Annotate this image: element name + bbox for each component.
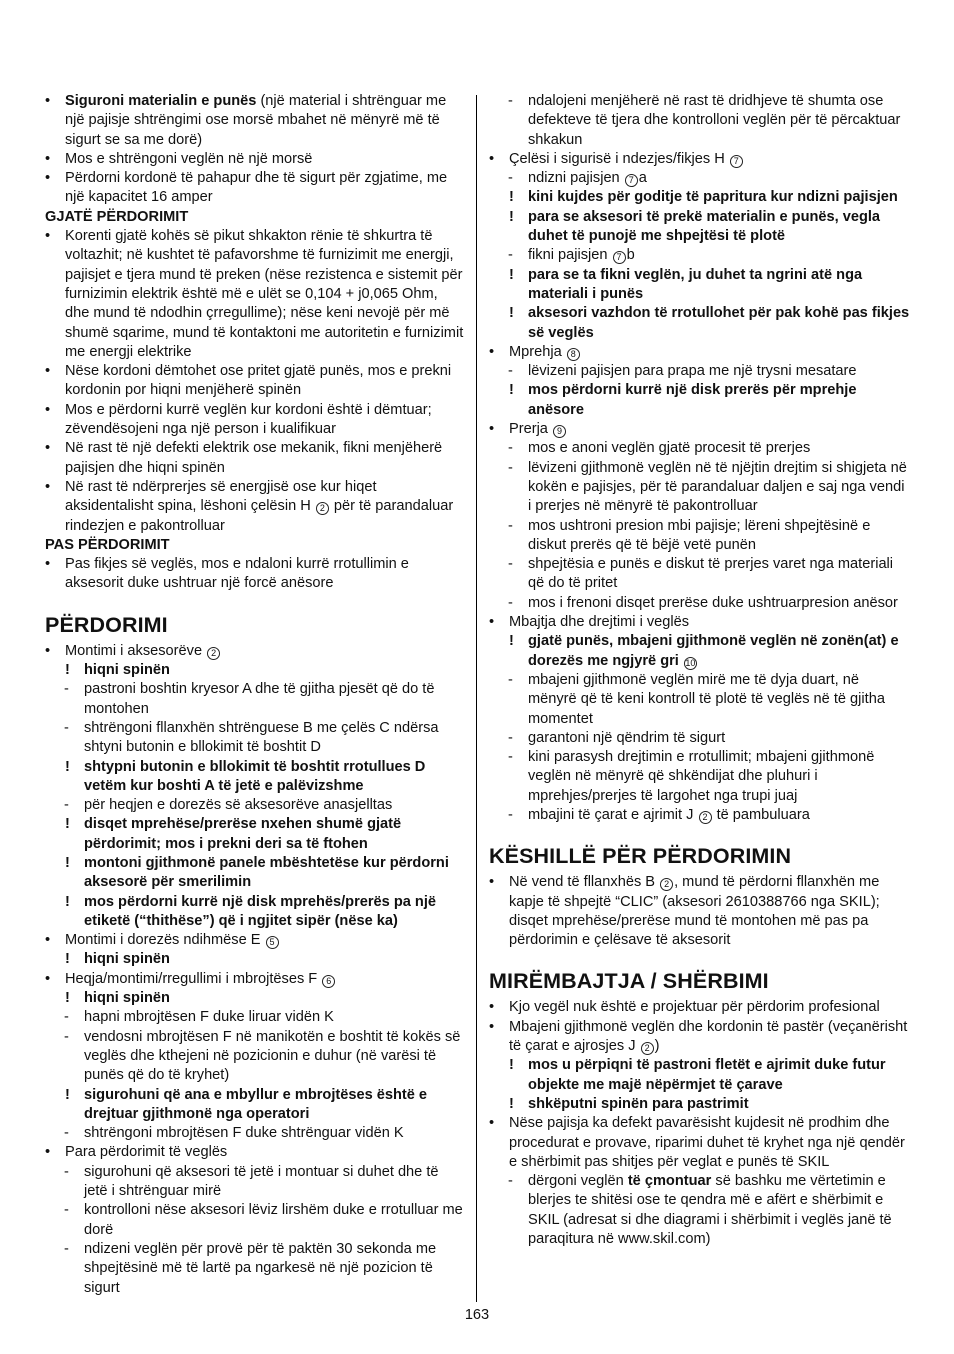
- list-item: [45, 970, 465, 989]
- bold-text: Siguroni materialin e punës: [65, 93, 257, 109]
- bullet-marker: •: [489, 1115, 495, 1132]
- sub-list-item: [489, 671, 911, 729]
- bullet-marker: -: [64, 1125, 69, 1142]
- bullet-marker: •: [45, 363, 51, 380]
- warning-item: [489, 1095, 911, 1114]
- bullet-marker: •: [45, 401, 51, 418]
- list-item: [45, 92, 465, 150]
- warning-item: [45, 1086, 465, 1125]
- bullet-marker: •: [489, 150, 495, 167]
- item-text: Heqja/montimi/rregullimi i mbrojtëses F: [65, 970, 322, 987]
- bullet-marker: -: [508, 170, 513, 187]
- list-item: [45, 150, 465, 169]
- warning-marker: !: [65, 854, 70, 871]
- item-text: hiqni spinën: [84, 662, 170, 679]
- item-text: Montimi i dorezës ndihmëse E: [65, 932, 265, 949]
- bullet-marker: •: [489, 874, 495, 891]
- list-item: [45, 478, 465, 536]
- section-heading: MIRËMBAJTJA / SHËRBIMI: [489, 969, 769, 994]
- bullet-marker: •: [45, 93, 51, 109]
- item-text: Mbajeni gjithmonë veglën dhe kordonin të pastër (veçanërisht të çarat e ajrosjes J: [509, 1018, 908, 1055]
- warning-marker: !: [65, 893, 70, 910]
- bullet-marker: -: [508, 1173, 513, 1190]
- sub-list-item: [489, 555, 911, 594]
- sub-list-item: [45, 1028, 465, 1086]
- item-text: sigurohuni që ana e mbyllur e mbrojtëses është e drejtuar gjithmonë nga operatori: [84, 1086, 428, 1122]
- bullet-marker: •: [45, 228, 51, 245]
- list-item: [45, 931, 465, 950]
- bullet-marker: •: [489, 614, 495, 631]
- bullet-marker: -: [508, 517, 513, 534]
- warning-item: [489, 632, 911, 671]
- bullet-marker: -: [508, 729, 513, 746]
- item-text: për heqjen e dorezës së aksesorëve anasjelltas: [84, 797, 393, 814]
- item-text: hiqni spinën: [84, 990, 170, 1007]
- item-text: Mos e përdorni kurrë veglën kur kordoni është i dëmtuar; zëvendësojeni nga një person i kualifikuar: [65, 401, 432, 438]
- item-text: Montimi i aksesorëve: [65, 642, 207, 659]
- bullet-marker: -: [508, 749, 513, 766]
- figure-reference-number: 7: [613, 251, 626, 264]
- item-text: hapni mbrojtësen F duke liruar vidën K: [84, 1009, 334, 1026]
- section-heading: KËSHILLË PËR PËRDORIMIN: [489, 844, 792, 869]
- warning-item: [489, 1056, 911, 1095]
- item-text: disqet mprehëse/prerëse nxehen shumë gjatë përdorimit; mos i prekni deri sa të ftohen: [84, 816, 402, 852]
- warning-marker: !: [65, 1086, 70, 1103]
- bullet-marker: -: [64, 1202, 69, 1219]
- item-text: Në vend të fllanxhës B: [509, 874, 660, 891]
- warning-marker: !: [509, 633, 514, 650]
- figure-reference-number: 5: [266, 936, 279, 949]
- bullet-marker: -: [64, 1163, 69, 1180]
- item-text: mos u përpiqni të pastroni fletët e ajrimit duke futur objekte me majë nëpërmjet të çarave: [528, 1057, 886, 1093]
- bullet-marker: •: [45, 440, 51, 457]
- bullet-marker: -: [64, 681, 69, 698]
- item-text: shpejtësia e punës e diskut të prerjes varet nga materiali që do të pritet: [528, 556, 894, 592]
- warning-marker: !: [65, 816, 70, 833]
- subheading: GJATË PËRDORIMIT: [45, 208, 189, 225]
- right-column: [489, 92, 911, 1249]
- sub-list-item: [489, 459, 911, 517]
- figure-reference-number: 9: [553, 425, 566, 438]
- sub-list-item: [45, 1240, 465, 1298]
- item-text: Në rast të një defekti elektrik ose mekanik, fikni menjëherë pajisjen dhe hiqni spinën: [65, 440, 443, 476]
- bullet-marker: •: [45, 642, 51, 659]
- list-item: [45, 555, 465, 594]
- item-text: lëvizeni pajisjen para prapa me një trysni mesatare: [528, 363, 857, 380]
- figure-reference-number: 7: [730, 155, 743, 168]
- sub-list-item: [489, 729, 911, 748]
- warning-marker: !: [509, 382, 514, 399]
- item-text: dërgoni veglën: [528, 1173, 628, 1190]
- bullet-marker: -: [508, 594, 513, 611]
- item-text-continued: së bashku me vërtetimin e blerjes te shitësi ose te qendra më e afërt e shërbimit e SKIL (adresat si dhe diagrami i shërbimit i veglës janë të paraqitura në www.skil.com): [528, 1173, 892, 1248]
- item-text: shtrëngoni fllanxhën shtrënguese B me çelës C ndërsa shtyni butonin e bllokimit të boshtit D: [84, 719, 439, 756]
- item-text: Nëse kordoni dëmtohet ose pritet gjatë punës, mos e prekni kordonin por hiqni menjëherë spinën: [65, 363, 452, 399]
- item-text: kontrolloni nëse aksesori lëviz lirshëm duke e rrotulluar me dorë: [84, 1202, 463, 1238]
- bullet-marker: -: [64, 1028, 69, 1045]
- list-item: [45, 439, 465, 478]
- warning-marker: !: [509, 208, 514, 225]
- sub-list-item: [45, 1008, 465, 1027]
- sub-list-item: [45, 1124, 465, 1143]
- bullet-marker: •: [489, 421, 495, 438]
- item-text: ndalojeni menjëherë në rast të dridhjeve të shumta ose defekteve të tjera dhe kontrolloni veglën për të përcaktuar shkakun: [528, 93, 901, 148]
- sub-list-item: [489, 517, 911, 556]
- bullet-marker: -: [508, 671, 513, 688]
- bullet-marker: -: [508, 806, 513, 823]
- list-item: [45, 401, 465, 440]
- warning-item: [489, 208, 911, 247]
- item-text: Në rast të ndërprerjes së energjisë ose kur hiqet aksidentalisht spina, lëshoni çelësin H: [65, 478, 377, 515]
- list-item: [489, 1018, 911, 1057]
- item-text-continued: , mund të përdorni fllanxhën me kapje të shpejtë “CLIC” (aksesori 2610388766 nga SKIL); disqet mprehëse/prerëse mund të montohen më pas pa përdorimin e çelësave të aksesorit: [509, 874, 880, 949]
- bullet-marker: •: [45, 932, 51, 949]
- page-number: 163: [464, 1307, 490, 1323]
- warning-item: [489, 381, 911, 420]
- sub-list-item: [489, 1172, 911, 1249]
- bullet-marker: -: [508, 247, 513, 264]
- item-text: gjatë punës, mbajeni gjithmonë veglën në zonën(at) e dorezës me ngjyrë gri: [528, 633, 899, 669]
- list-item: [45, 227, 465, 362]
- figure-reference-number: 2: [699, 811, 712, 824]
- warning-item: [489, 304, 911, 343]
- bullet-marker: -: [64, 1009, 69, 1026]
- bullet-marker: -: [508, 93, 513, 109]
- sub-list-item: [45, 719, 465, 758]
- sub-list-item: [489, 92, 911, 150]
- left-column: [45, 92, 465, 1298]
- figure-reference-number: 2: [641, 1042, 654, 1055]
- warning-item: [489, 188, 911, 207]
- bullet-marker: •: [45, 1144, 51, 1161]
- list-item: [489, 998, 911, 1017]
- item-text: Para përdorimit të veglës: [65, 1144, 228, 1161]
- item-text: mos e anoni veglën gjatë procesit të prerjes: [528, 440, 811, 457]
- item-text: Korenti gjatë kohës së pikut shkakton rënie të shkurtra të voltazhit; në kushtet të pafavorshme të furnizimit me energji, pajisjet e tjera mund të preken (nëse rezistenca e sistemit për furnizimin elektrik është më e ulët se 0,104 + j0,065 Ohm, dhe mund të ndodhin çrregullime); nëse keni nevojë për më shumë sqarime, mund të kontaktoni me autoritetin e furnizimit me energji elektrike: [65, 228, 464, 360]
- bullet-marker: -: [508, 440, 513, 457]
- warning-marker: !: [509, 305, 514, 322]
- item-text: mbajeni gjithmonë veglën mirë me të dyja duart, në mënyrë që të keni kontroll të plotë të veglës në të gjitha momentet: [528, 671, 885, 727]
- item-text: para se aksesori të prekë materialin e punës, vegla duhet të punojë me shpejtësi të plotë: [528, 208, 881, 245]
- item-text: ndizeni veglën për provë për të paktën 30 sekonda me shpejtësinë më të lartë pa ngarkesë në një pozicion të sigurt: [84, 1240, 437, 1296]
- section-heading: PËRDORIMI: [45, 612, 168, 637]
- list-item: [489, 420, 911, 439]
- sub-list-item: [45, 1201, 465, 1240]
- bullet-marker: -: [508, 459, 513, 476]
- warning-item: [45, 758, 465, 797]
- warning-item: [45, 893, 465, 932]
- sub-list-item: [489, 806, 911, 825]
- item-text: pastroni boshtin kryesor A dhe të gjitha pjesët që do të montohen: [84, 681, 435, 717]
- item-text-continued: a: [638, 170, 647, 187]
- list-item: [489, 613, 911, 632]
- item-text: garantoni një qëndrim të sigurt: [528, 729, 726, 746]
- list-item: [489, 873, 911, 950]
- sub-list-item: [489, 748, 911, 806]
- item-text: Mbajtja dhe drejtimi i veglës: [509, 614, 690, 631]
- warning-marker: !: [509, 189, 514, 206]
- item-text: kini kujdes për goditje të papritura kur ndizni pajisjen: [528, 189, 898, 206]
- item-text: Përdorni kordonë të pahapur dhe të sigurt për zgjatime, me një kapacitet 16 amper: [65, 170, 448, 206]
- item-text: sigurohuni që aksesori të jetë i montuar si duhet dhe të jetë i shtrënguar mirë: [84, 1163, 439, 1200]
- sub-list-item: [45, 1163, 465, 1202]
- item-text: Prerja: [509, 421, 552, 438]
- sub-list-item: [45, 680, 465, 719]
- sub-list-item: [489, 594, 911, 613]
- item-text: mos përdorni kurrë një disk mprehës/prerës pa një etiketë (“thithëse”) që i ngjitet sipër (nëse ka): [84, 893, 436, 929]
- item-text: Çelësi i sigurisë i ndezjes/fikjes H: [509, 150, 729, 167]
- list-item: [45, 362, 465, 401]
- item-text: para se ta fikni veglën, ju duhet ta ngrini atë nga materiali i punës: [528, 266, 863, 302]
- bullet-marker: -: [508, 363, 513, 380]
- bullet-marker: •: [45, 556, 51, 573]
- figure-reference-number: 2: [316, 502, 329, 515]
- bold-text: të çmontuar: [627, 1173, 712, 1190]
- column-divider: [476, 95, 477, 1302]
- list-item: [489, 343, 911, 362]
- warning-marker: !: [65, 951, 70, 968]
- item-text: Mos e shtrëngoni veglën në një morsë: [65, 150, 313, 167]
- item-text: shtrëngoni mbrojtësen F duke shtrënguar vidën K: [84, 1125, 404, 1142]
- list-item: [489, 150, 911, 169]
- warning-marker: !: [509, 1057, 514, 1074]
- list-item: [489, 1114, 911, 1172]
- bullet-marker: -: [64, 1240, 69, 1257]
- item-text: mos ushtroni presion mbi pajisje; lëreni shpejtësinë e diskut prerës që të bëjë vetë punën: [528, 517, 871, 553]
- bullet-marker: -: [508, 556, 513, 573]
- item-text: kini parasysh drejtimin e rrotullimit; mbajeni gjithmonë veglën në mënyrë që shkëndijat dhe pluhuri i mprehjes/prerjes të largohet nga trupi juaj: [528, 749, 875, 804]
- bullet-marker: •: [489, 999, 495, 1016]
- figure-reference-number: 2: [207, 647, 220, 660]
- bullet-marker: •: [45, 970, 51, 987]
- figure-reference-number: 10: [685, 657, 696, 668]
- item-text: Mprehja: [509, 343, 566, 360]
- item-text: Nëse pajisja ka defekt pavarësisht kujdesit në prodhim dhe procedurat e provave, riparimi duhet të kryhet nga një qendër e shërbimit pas shitjes për veglat e punës të SKIL: [509, 1115, 905, 1170]
- bullet-marker: •: [489, 343, 495, 360]
- subheading: PAS PËRDORIMIT: [45, 536, 170, 553]
- item-text: mbajini të çarat e ajrimit J: [528, 806, 698, 823]
- item-text-continued: për të parandaluar rindezjen e pakontrolluar: [65, 498, 454, 534]
- figure-reference-number: 2: [660, 878, 673, 891]
- warning-marker: !: [509, 1095, 514, 1112]
- warning-item: [45, 661, 465, 680]
- item-text: mos i frenoni disqet prerëse duke ushtruarpresion anësor: [528, 594, 898, 611]
- list-item: [45, 642, 465, 661]
- item-text: fikni pajisjen: [528, 247, 612, 264]
- figure-reference-number: 8: [567, 348, 580, 361]
- item-text: ndizni pajisjen: [528, 170, 624, 187]
- bullet-marker: •: [489, 1018, 495, 1035]
- item-text: lëvizeni gjithmonë veglën në të njëjtin drejtim si shigjeta në kokën e pajisjes, për të parandaluar daljen e saj nga vendi i prerjes në mënyrë të pakontrolluar: [528, 459, 907, 515]
- warning-item: [45, 950, 465, 969]
- item-text: (një material i shtrënguar me një pajisje shtrëngimi ose morsë mbahet në mënyrë më të sigurt se sa me dorë): [65, 93, 447, 148]
- sub-list-item: [489, 362, 911, 381]
- sub-list-item: [489, 439, 911, 458]
- list-item: [45, 169, 465, 208]
- figure-reference-number: 6: [322, 975, 335, 988]
- bullet-marker: •: [45, 478, 51, 495]
- item-text: Kjo vegël nuk është e projektuar për përdorim profesional: [509, 999, 880, 1016]
- warning-marker: !: [509, 266, 514, 283]
- list-item: [45, 1143, 465, 1162]
- warning-item: [45, 854, 465, 893]
- item-text: shtypni butonin e bllokimit të boshtit rrotullues D vetëm kur boshti A të jetë e palëvizshme: [84, 758, 426, 794]
- sub-list-item: [45, 796, 465, 815]
- item-text: montoni gjithmonë panele mbështetëse kur përdorni aksesorë për smerilimin: [84, 854, 449, 891]
- item-text: vendosni mbrojtësen F në manikotën e boshtit të kokës së veglës dhe kthejeni në pozicionin e duhur (në varësi të punës që do të kryhet): [84, 1028, 461, 1084]
- figure-reference-number: 7: [625, 174, 638, 187]
- bullet-marker: -: [64, 719, 69, 736]
- warning-marker: !: [65, 758, 70, 775]
- item-text-continued: ): [654, 1038, 660, 1055]
- bullet-marker: •: [45, 170, 51, 187]
- warning-marker: !: [65, 662, 70, 679]
- bullet-marker: -: [64, 797, 69, 814]
- item-text: Pas fikjes së veglës, mos e ndaloni kurrë rrotullimin e aksesorit duke ushtruar një forcë anësore: [65, 556, 409, 592]
- sub-list-item: [489, 246, 911, 265]
- warning-item: [45, 815, 465, 854]
- warning-item: [489, 266, 911, 305]
- item-text-continued: të pambuluara: [712, 806, 810, 823]
- bullet-marker: •: [45, 150, 51, 167]
- warning-marker: !: [65, 990, 70, 1007]
- item-text-continued: b: [626, 247, 635, 264]
- warning-item: [45, 989, 465, 1008]
- sub-list-item: [489, 169, 911, 188]
- item-text: aksesori vazhdon të rrotullohet për pak kohë pas fikjes së veglës: [528, 305, 910, 341]
- item-text: shkëputni spinën para pastrimit: [528, 1095, 749, 1112]
- item-text: mos përdorni kurrë një disk prerës për mprehje anësore: [528, 382, 857, 418]
- item-text: hiqni spinën: [84, 951, 170, 968]
